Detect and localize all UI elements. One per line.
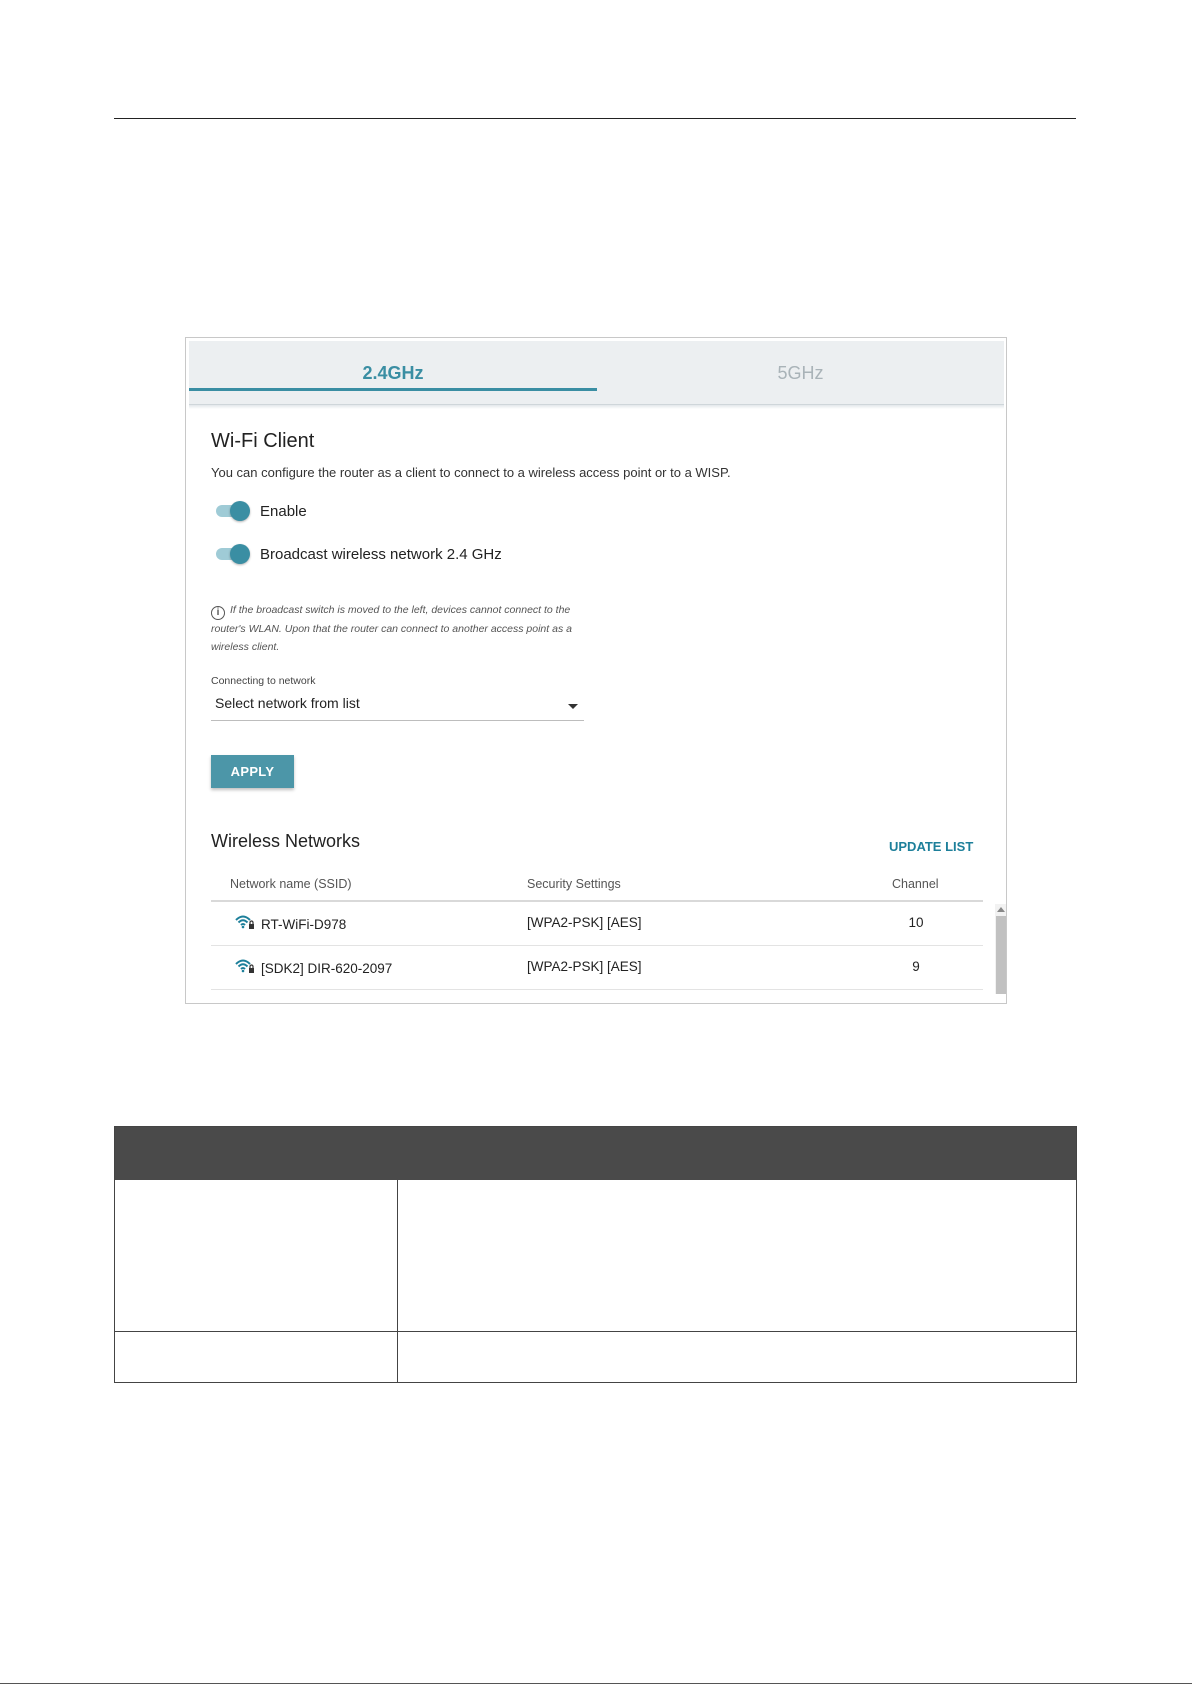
connecting-label: Connecting to network bbox=[211, 675, 316, 687]
parameter-table-row bbox=[115, 1332, 1076, 1382]
tab-2-4ghz[interactable]: 2.4GHz bbox=[362, 362, 424, 383]
wifi-client-screenshot bbox=[185, 337, 1007, 1004]
table-header bbox=[211, 865, 983, 902]
enable-row bbox=[214, 501, 307, 521]
section-title: Wi-Fi Client bbox=[211, 430, 315, 452]
broadcast-label: Broadcast wireless network 2.4 GHz bbox=[260, 545, 502, 563]
wifi-lock-icon bbox=[235, 958, 255, 974]
wireless-networks-title: Wireless Networks bbox=[211, 831, 361, 851]
network-ssid: [SDK2] DIR-620-2097 bbox=[261, 961, 393, 976]
scrollbar-thumb[interactable] bbox=[996, 916, 1006, 994]
info-note-text: If the broadcast switch is moved to the left, devices cannot connect to the router's WLAN. Upon that the router can connect to another access point as a wireless client. bbox=[211, 604, 572, 653]
network-ssid: RT-WiFi-D978 bbox=[261, 917, 347, 932]
column-security: Security Settings bbox=[527, 877, 621, 891]
enable-toggle[interactable] bbox=[214, 501, 250, 521]
column-channel: Channel bbox=[892, 877, 939, 891]
table-row[interactable] bbox=[211, 902, 983, 946]
network-security: [WPA2-PSK] [AES] bbox=[527, 915, 642, 930]
parameter-table-column-divider bbox=[397, 1180, 398, 1382]
network-select-value: Select network from list bbox=[215, 695, 360, 711]
wireless-networks-table bbox=[211, 865, 983, 990]
tab-5ghz[interactable]: 5GHz bbox=[777, 362, 824, 383]
enable-label: Enable bbox=[260, 502, 307, 520]
broadcast-row bbox=[214, 544, 502, 564]
table-row[interactable] bbox=[211, 946, 983, 990]
network-select[interactable] bbox=[211, 691, 584, 721]
parameter-table-row bbox=[115, 1180, 1076, 1332]
page-top-rule bbox=[114, 118, 1076, 119]
info-icon: i bbox=[211, 606, 225, 620]
scroll-up-arrow-icon[interactable] bbox=[997, 907, 1005, 912]
toggle-knob bbox=[230, 501, 250, 521]
band-tabs bbox=[189, 341, 1004, 405]
table-scrollbar[interactable] bbox=[995, 904, 1007, 994]
network-channel: 9 bbox=[912, 959, 920, 974]
parameter-table bbox=[114, 1126, 1077, 1383]
tab-bar-shadow bbox=[189, 405, 1004, 409]
network-channel: 10 bbox=[908, 915, 924, 930]
parameter-table-header bbox=[115, 1127, 1076, 1180]
network-security: [WPA2-PSK] [AES] bbox=[527, 959, 642, 974]
wifi-lock-icon bbox=[235, 914, 255, 930]
column-ssid: Network name (SSID) bbox=[230, 877, 352, 891]
broadcast-toggle[interactable] bbox=[214, 544, 250, 564]
update-list-button[interactable]: UPDATE LIST bbox=[889, 839, 974, 854]
active-tab-indicator bbox=[189, 388, 597, 391]
section-description: You can configure the router as a client to connect to a wireless access point or to a WISP. bbox=[211, 465, 731, 480]
toggle-knob bbox=[230, 544, 250, 564]
page-bottom-rule bbox=[0, 1683, 1192, 1684]
broadcast-info-note bbox=[211, 601, 591, 656]
apply-button[interactable]: APPLY bbox=[211, 755, 294, 788]
chevron-down-icon bbox=[568, 704, 578, 709]
